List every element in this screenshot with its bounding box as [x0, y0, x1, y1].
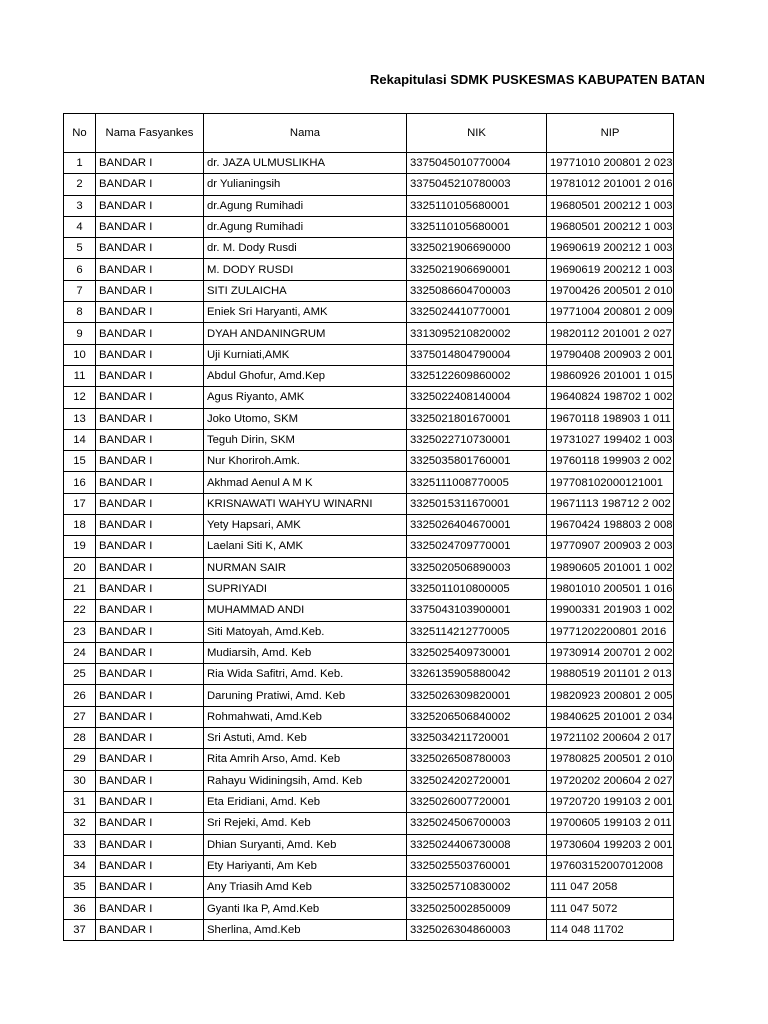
cell-nik: 3325025002850009 [407, 898, 547, 919]
header-nik: NIK [407, 114, 547, 153]
cell-nama: dr. M. Dody Rusdi [204, 238, 407, 259]
cell-nama: Siti Matoyah, Amd.Keb. [204, 621, 407, 642]
cell-no: 35 [64, 877, 96, 898]
cell-nik: 3325022408140004 [407, 387, 547, 408]
table-row [64, 153, 674, 174]
cell-nama: Laelani Siti K, AMK [204, 536, 407, 557]
cell-nip: 19900331 201903 1 002 [547, 600, 674, 621]
cell-nip: 197708102000121001 [547, 472, 674, 493]
cell-no: 6 [64, 259, 96, 280]
table-row [64, 834, 674, 855]
cell-nama-fasyankes: BANDAR I [96, 451, 204, 472]
cell-nama-fasyankes: BANDAR I [96, 749, 204, 770]
table-row [64, 770, 674, 791]
cell-nama: Gyanti Ika P, Amd.Keb [204, 898, 407, 919]
cell-nik: 3313095210820002 [407, 323, 547, 344]
cell-nip: 19880519 201101 2 013 [547, 664, 674, 685]
cell-nama-fasyankes: BANDAR I [96, 791, 204, 812]
cell-nip: 19770907 200903 2 003 [547, 536, 674, 557]
cell-nama: dr Yulianingsih [204, 174, 407, 195]
table-row [64, 557, 674, 578]
cell-nama: Abdul Ghofur, Amd.Kep [204, 365, 407, 386]
table-row [64, 259, 674, 280]
cell-nik: 3325024406730008 [407, 834, 547, 855]
cell-nama: Ety Hariyanti, Am Keb [204, 855, 407, 876]
cell-no: 33 [64, 834, 96, 855]
cell-no: 21 [64, 578, 96, 599]
cell-no: 31 [64, 791, 96, 812]
cell-nama: Agus Riyanto, AMK [204, 387, 407, 408]
cell-nama: M. DODY RUSDI [204, 259, 407, 280]
cell-nip: 197603152007012008 [547, 855, 674, 876]
cell-nama: Joko Utomo, SKM [204, 408, 407, 429]
table-row [64, 749, 674, 770]
cell-nama-fasyankes: BANDAR I [96, 664, 204, 685]
cell-no: 25 [64, 664, 96, 685]
cell-nip: 19771202200801 2016 [547, 621, 674, 642]
cell-nik: 3325025409730001 [407, 642, 547, 663]
cell-nama: Mudiarsih, Amd. Keb [204, 642, 407, 663]
cell-no: 10 [64, 344, 96, 365]
cell-no: 19 [64, 536, 96, 557]
cell-nik: 3325021906690001 [407, 259, 547, 280]
cell-nip: 19720202 200604 2 027 [547, 770, 674, 791]
table-row [64, 855, 674, 876]
cell-no: 4 [64, 216, 96, 237]
cell-nip: 19680501 200212 1 003 [547, 195, 674, 216]
cell-nip: 19760118 199903 2 002 [547, 451, 674, 472]
cell-nip: 19671113 198712 2 002 [547, 493, 674, 514]
cell-nama-fasyankes: BANDAR I [96, 834, 204, 855]
table-row [64, 642, 674, 663]
cell-nama-fasyankes: BANDAR I [96, 302, 204, 323]
cell-no: 17 [64, 493, 96, 514]
cell-nama-fasyankes: BANDAR I [96, 685, 204, 706]
cell-nama-fasyankes: BANDAR I [96, 174, 204, 195]
cell-nama-fasyankes: BANDAR I [96, 877, 204, 898]
table-row [64, 429, 674, 450]
cell-nama-fasyankes: BANDAR I [96, 813, 204, 834]
cell-nik: 3325020506890003 [407, 557, 547, 578]
cell-nip: 111 047 2058 [547, 877, 674, 898]
cell-nik: 3325026304860003 [407, 919, 547, 940]
cell-no: 37 [64, 919, 96, 940]
cell-nip: 19700605 199103 2 011 [547, 813, 674, 834]
cell-nik: 3375045210780003 [407, 174, 547, 195]
cell-nik: 3325034211720001 [407, 728, 547, 749]
cell-nip: 19670424 198803 2 008 [547, 515, 674, 536]
cell-nip: 19730604 199203 2 001 [547, 834, 674, 855]
cell-nip: 19730914 200701 2 002 [547, 642, 674, 663]
table-row [64, 493, 674, 514]
cell-no: 27 [64, 706, 96, 727]
table-row [64, 536, 674, 557]
cell-nik: 3375043103900001 [407, 600, 547, 621]
table-row [64, 408, 674, 429]
header-nama-fasyankes: Nama Fasyankes [96, 114, 204, 153]
table-body [64, 153, 674, 941]
cell-nama: Yety Hapsari, AMK [204, 515, 407, 536]
cell-no: 14 [64, 429, 96, 450]
cell-nama: Dhian Suryanti, Amd. Keb [204, 834, 407, 855]
cell-nip: 19801010 200501 1 016 [547, 578, 674, 599]
cell-nama-fasyankes: BANDAR I [96, 770, 204, 791]
table-row [64, 216, 674, 237]
cell-no: 13 [64, 408, 96, 429]
cell-nik: 3375014804790004 [407, 344, 547, 365]
cell-nip: 19890605 201001 1 002 [547, 557, 674, 578]
table-row [64, 919, 674, 940]
cell-nama: Eta Eridiani, Amd. Keb [204, 791, 407, 812]
table-row [64, 365, 674, 386]
cell-nip: 114 048 11702 [547, 919, 674, 940]
cell-no: 9 [64, 323, 96, 344]
cell-no: 2 [64, 174, 96, 195]
cell-nip: 19720720 199103 2 001 [547, 791, 674, 812]
table-row [64, 621, 674, 642]
cell-no: 5 [64, 238, 96, 259]
table-row [64, 600, 674, 621]
cell-nip: 19820112 201001 2 027 [547, 323, 674, 344]
cell-no: 18 [64, 515, 96, 536]
cell-nama-fasyankes: BANDAR I [96, 919, 204, 940]
cell-nik: 3325111008770005 [407, 472, 547, 493]
cell-nama-fasyankes: BANDAR I [96, 706, 204, 727]
cell-nik: 3325025710830002 [407, 877, 547, 898]
cell-nama-fasyankes: BANDAR I [96, 259, 204, 280]
cell-no: 11 [64, 365, 96, 386]
cell-nip: 19820923 200801 2 005 [547, 685, 674, 706]
cell-nama: dr.Agung Rumihadi [204, 216, 407, 237]
cell-nip: 19721102 200604 2 017 [547, 728, 674, 749]
cell-nama: Any Triasih Amd Keb [204, 877, 407, 898]
cell-nama-fasyankes: BANDAR I [96, 387, 204, 408]
cell-nip: 19860926 201001 1 015 [547, 365, 674, 386]
sdmk-table [63, 113, 674, 941]
cell-nama: Uji Kurniati,AMK [204, 344, 407, 365]
cell-nik: 3325026007720001 [407, 791, 547, 812]
cell-nik: 3325024506700003 [407, 813, 547, 834]
cell-nama-fasyankes: BANDAR I [96, 216, 204, 237]
cell-nik: 3325015311670001 [407, 493, 547, 514]
table-row [64, 685, 674, 706]
table-row [64, 238, 674, 259]
cell-nama: dr.Agung Rumihadi [204, 195, 407, 216]
cell-nama: Sri Astuti, Amd. Keb [204, 728, 407, 749]
cell-nip: 19771010 200801 2 023 [547, 153, 674, 174]
table-row [64, 472, 674, 493]
cell-nama-fasyankes: BANDAR I [96, 238, 204, 259]
cell-nama-fasyankes: BANDAR I [96, 365, 204, 386]
cell-nik: 3325110105680001 [407, 195, 547, 216]
cell-nik: 3325024202720001 [407, 770, 547, 791]
cell-nama-fasyankes: BANDAR I [96, 280, 204, 301]
cell-no: 15 [64, 451, 96, 472]
cell-no: 3 [64, 195, 96, 216]
table-row [64, 344, 674, 365]
cell-nik: 3325026309820001 [407, 685, 547, 706]
cell-no: 34 [64, 855, 96, 876]
table-row [64, 898, 674, 919]
cell-no: 24 [64, 642, 96, 663]
cell-nama: Akhmad Aenul A M K [204, 472, 407, 493]
cell-nama: KRISNAWATI WAHYU WINARNI [204, 493, 407, 514]
cell-nip: 19690619 200212 1 003 [547, 238, 674, 259]
cell-nik: 3326135905880042 [407, 664, 547, 685]
cell-nip: 19700426 200501 2 010 [547, 280, 674, 301]
cell-nik: 3325021801670001 [407, 408, 547, 429]
cell-nik: 3325021906690000 [407, 238, 547, 259]
cell-nama: Ria Wida Safitri, Amd. Keb. [204, 664, 407, 685]
cell-nama-fasyankes: BANDAR I [96, 408, 204, 429]
cell-nama: Rahayu Widiningsih, Amd. Keb [204, 770, 407, 791]
cell-nama-fasyankes: BANDAR I [96, 557, 204, 578]
cell-nama: Daruning Pratiwi, Amd. Keb [204, 685, 407, 706]
cell-nik: 3325022710730001 [407, 429, 547, 450]
cell-nik: 3325026508780003 [407, 749, 547, 770]
cell-nip: 19780825 200501 2 010 [547, 749, 674, 770]
table-row [64, 387, 674, 408]
cell-nama: Rita Amrih Arso, Amd. Keb [204, 749, 407, 770]
cell-no: 28 [64, 728, 96, 749]
cell-nama-fasyankes: BANDAR I [96, 855, 204, 876]
cell-no: 23 [64, 621, 96, 642]
table-row [64, 280, 674, 301]
cell-nama-fasyankes: BANDAR I [96, 493, 204, 514]
cell-no: 12 [64, 387, 96, 408]
cell-nip: 19670118 198903 1 011 [547, 408, 674, 429]
cell-nik: 3325114212770005 [407, 621, 547, 642]
cell-nik: 3325206506840002 [407, 706, 547, 727]
cell-nik: 3325024410770001 [407, 302, 547, 323]
table-header-row [64, 114, 674, 153]
cell-nip: 19731027 199402 1 003 [547, 429, 674, 450]
cell-nik: 3325025503760001 [407, 855, 547, 876]
cell-nip: 19781012 201001 2 016 [547, 174, 674, 195]
cell-nip: 19640824 198702 1 002 [547, 387, 674, 408]
table-row [64, 664, 674, 685]
cell-nama-fasyankes: BANDAR I [96, 536, 204, 557]
cell-nama-fasyankes: BANDAR I [96, 195, 204, 216]
table-row [64, 728, 674, 749]
table-row [64, 323, 674, 344]
cell-nama: Rohmahwati, Amd.Keb [204, 706, 407, 727]
cell-nip: 19690619 200212 1 003 [547, 259, 674, 280]
cell-nama-fasyankes: BANDAR I [96, 898, 204, 919]
table-row [64, 578, 674, 599]
cell-nama-fasyankes: BANDAR I [96, 323, 204, 344]
table-row [64, 813, 674, 834]
cell-nama-fasyankes: BANDAR I [96, 344, 204, 365]
cell-nama: NURMAN SAIR [204, 557, 407, 578]
cell-nama-fasyankes: BANDAR I [96, 515, 204, 536]
cell-no: 26 [64, 685, 96, 706]
cell-nip: 19840625 201001 2 034 [547, 706, 674, 727]
table-row [64, 706, 674, 727]
cell-nama: MUHAMMAD ANDI [204, 600, 407, 621]
cell-nip: 19771004 200801 2 009 [547, 302, 674, 323]
cell-nama-fasyankes: BANDAR I [96, 472, 204, 493]
cell-nip: 111 047 5072 [547, 898, 674, 919]
cell-nama: Sri Rejeki, Amd. Keb [204, 813, 407, 834]
cell-no: 8 [64, 302, 96, 323]
cell-nik: 3325086604700003 [407, 280, 547, 301]
table-row [64, 195, 674, 216]
cell-nama-fasyankes: BANDAR I [96, 600, 204, 621]
cell-nama: DYAH ANDANINGRUM [204, 323, 407, 344]
cell-no: 7 [64, 280, 96, 301]
cell-nik: 3375045010770004 [407, 153, 547, 174]
cell-nama: SITI ZULAICHA [204, 280, 407, 301]
table-row [64, 877, 674, 898]
cell-nik: 3325110105680001 [407, 216, 547, 237]
cell-nama: Sherlina, Amd.Keb [204, 919, 407, 940]
cell-no: 32 [64, 813, 96, 834]
cell-nip: 19680501 200212 1 003 [547, 216, 674, 237]
cell-nik: 3325035801760001 [407, 451, 547, 472]
cell-no: 30 [64, 770, 96, 791]
cell-nama: Nur Khoriroh.Amk. [204, 451, 407, 472]
cell-nama-fasyankes: BANDAR I [96, 642, 204, 663]
cell-nama-fasyankes: BANDAR I [96, 153, 204, 174]
table-row [64, 791, 674, 812]
table-row [64, 451, 674, 472]
table-row [64, 174, 674, 195]
cell-no: 22 [64, 600, 96, 621]
cell-nama-fasyankes: BANDAR I [96, 429, 204, 450]
header-nama: Nama [204, 114, 407, 153]
cell-no: 16 [64, 472, 96, 493]
cell-nama-fasyankes: BANDAR I [96, 621, 204, 642]
cell-no: 20 [64, 557, 96, 578]
cell-nik: 3325122609860002 [407, 365, 547, 386]
document-title: Rekapitulasi SDMK PUSKESMAS KABUPATEN BATAN [370, 72, 705, 87]
cell-nama: Teguh Dirin, SKM [204, 429, 407, 450]
cell-nik: 3325011010800005 [407, 578, 547, 599]
cell-nama: SUPRIYADI [204, 578, 407, 599]
cell-nama-fasyankes: BANDAR I [96, 578, 204, 599]
header-nip: NIP [547, 114, 674, 153]
cell-nama: Eniek Sri Haryanti, AMK [204, 302, 407, 323]
table-row [64, 515, 674, 536]
header-no: No [64, 114, 96, 153]
cell-nik: 3325026404670001 [407, 515, 547, 536]
cell-nama: dr. JAZA ULMUSLIKHA [204, 153, 407, 174]
cell-no: 36 [64, 898, 96, 919]
cell-no: 1 [64, 153, 96, 174]
cell-no: 29 [64, 749, 96, 770]
cell-nama-fasyankes: BANDAR I [96, 728, 204, 749]
cell-nip: 19790408 200903 2 001 [547, 344, 674, 365]
cell-nik: 3325024709770001 [407, 536, 547, 557]
table-row [64, 302, 674, 323]
